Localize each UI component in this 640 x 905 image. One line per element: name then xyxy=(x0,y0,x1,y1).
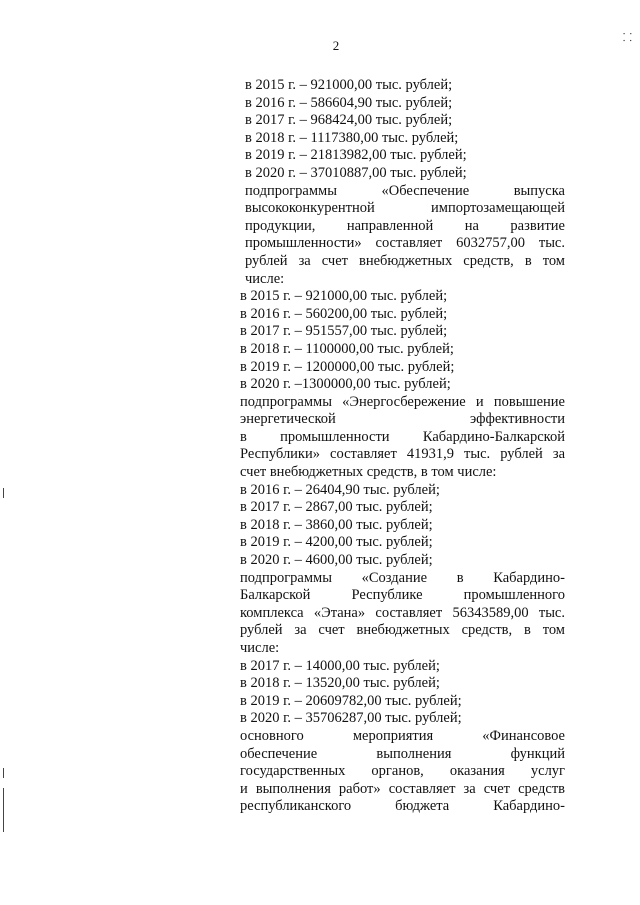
corner-marks: ⸬ xyxy=(622,32,632,44)
year-line: в 2016 г. – 26404,90 тыс. рублей; xyxy=(240,481,440,498)
measure-paragraph xyxy=(240,728,565,816)
paragraph-line: обеспечение выполнения функций xyxy=(240,745,565,762)
year-line: в 2020 г. –1300000,00 тыс. рублей; xyxy=(240,376,451,393)
year-line: в 2020 г. – 37010887,00 тыс. рублей; xyxy=(245,164,467,181)
paragraph-line: числе: xyxy=(240,640,280,656)
year-line: в 2017 г. – 2867,00 тыс. рублей; xyxy=(240,499,433,516)
year-line: в 2019 г. – 4200,00 тыс. рублей; xyxy=(240,534,433,551)
paragraph-line: продукции, направленной на развитие xyxy=(245,217,565,234)
margin-mark xyxy=(3,488,4,498)
year-line: в 2015 г. – 921000,00 тыс. рублей; xyxy=(245,77,453,93)
paragraph-line: энергетической эффективности xyxy=(240,411,565,428)
paragraph-line: рублей за счет внебюджетных средств, в том xyxy=(240,622,565,639)
margin-mark xyxy=(3,788,4,832)
paragraph-line: и выполнения работ» составляет за счет средств xyxy=(240,780,565,797)
paragraph-line: основного мероприятия «Финансовое xyxy=(240,727,565,744)
year-line: в 2017 г. – 951557,00 тыс. рублей; xyxy=(240,323,448,340)
year-line: в 2017 г. – 14000,00 тыс. рублей; xyxy=(240,657,440,674)
subprogram-paragraph xyxy=(240,570,565,658)
paragraph-line: подпрограммы «Обеспечение выпуска xyxy=(245,182,565,199)
year-line: в 2018 г. – 1100000,00 тыс. рублей; xyxy=(240,340,454,357)
document-body xyxy=(240,77,565,816)
year-line: в 2015 г. – 921000,00 тыс. рублей; xyxy=(240,288,448,305)
paragraph-line: государственных органов, оказания услуг xyxy=(240,763,565,780)
year-line: в 2019 г. – 21813982,00 тыс. рублей; xyxy=(245,147,467,164)
paragraph-line: высококонкурентной импортозамещающей xyxy=(245,200,565,217)
year-line: в 2020 г. – 4600,00 тыс. рублей; xyxy=(240,552,433,569)
paragraph-line: подпрограммы «Энергосбережение и повышение xyxy=(240,393,565,410)
margin-mark xyxy=(3,768,4,778)
paragraph-line: числе: xyxy=(245,270,285,287)
year-line: в 2016 г. – 560200,00 тыс. рублей; xyxy=(240,305,448,322)
paragraph-line: республиканского бюджета Кабардино- xyxy=(240,798,565,815)
year-line: в 2016 г. – 586604,90 тыс. рублей; xyxy=(245,94,453,111)
year-line: в 2019 г. – 1200000,00 тыс. рублей; xyxy=(240,358,455,375)
year-line: в 2019 г. – 20609782,00 тыс. рублей; xyxy=(240,692,462,709)
year-line: в 2018 г. – 13520,00 тыс. рублей; xyxy=(240,675,440,692)
year-line: в 2018 г. – 3860,00 тыс. рублей; xyxy=(240,516,433,533)
year-line: в 2018 г. – 1117380,00 тыс. рублей; xyxy=(245,129,459,146)
subprogram-paragraph xyxy=(240,183,565,289)
paragraph-line: Балкарской Республике промышленного xyxy=(240,587,565,604)
paragraph-line: подпрограммы «Создание в Кабардино- xyxy=(240,569,565,586)
paragraph-line: промышленности» составляет 6032757,00 тыс. xyxy=(245,235,565,252)
paragraph-line: Республики» составляет 41931,9 тыс. рублей за xyxy=(240,446,565,463)
year-line: в 2020 г. – 35706287,00 тыс. рублей; xyxy=(240,710,462,727)
subprogram-paragraph xyxy=(240,394,565,482)
year-line: в 2017 г. – 968424,00 тыс. рублей; xyxy=(245,112,453,129)
paragraph-line: рублей за счет внебюджетных средств, в том xyxy=(245,252,565,269)
page-number: 2 xyxy=(332,38,340,53)
paragraph-line: в промышленности Кабардино-Балкарской xyxy=(240,428,565,445)
paragraph-line: счет внебюджетных средств, в том числе: xyxy=(240,464,497,481)
paragraph-line: комплекса «Этана» составляет 56343589,00 тыс. xyxy=(240,604,565,621)
